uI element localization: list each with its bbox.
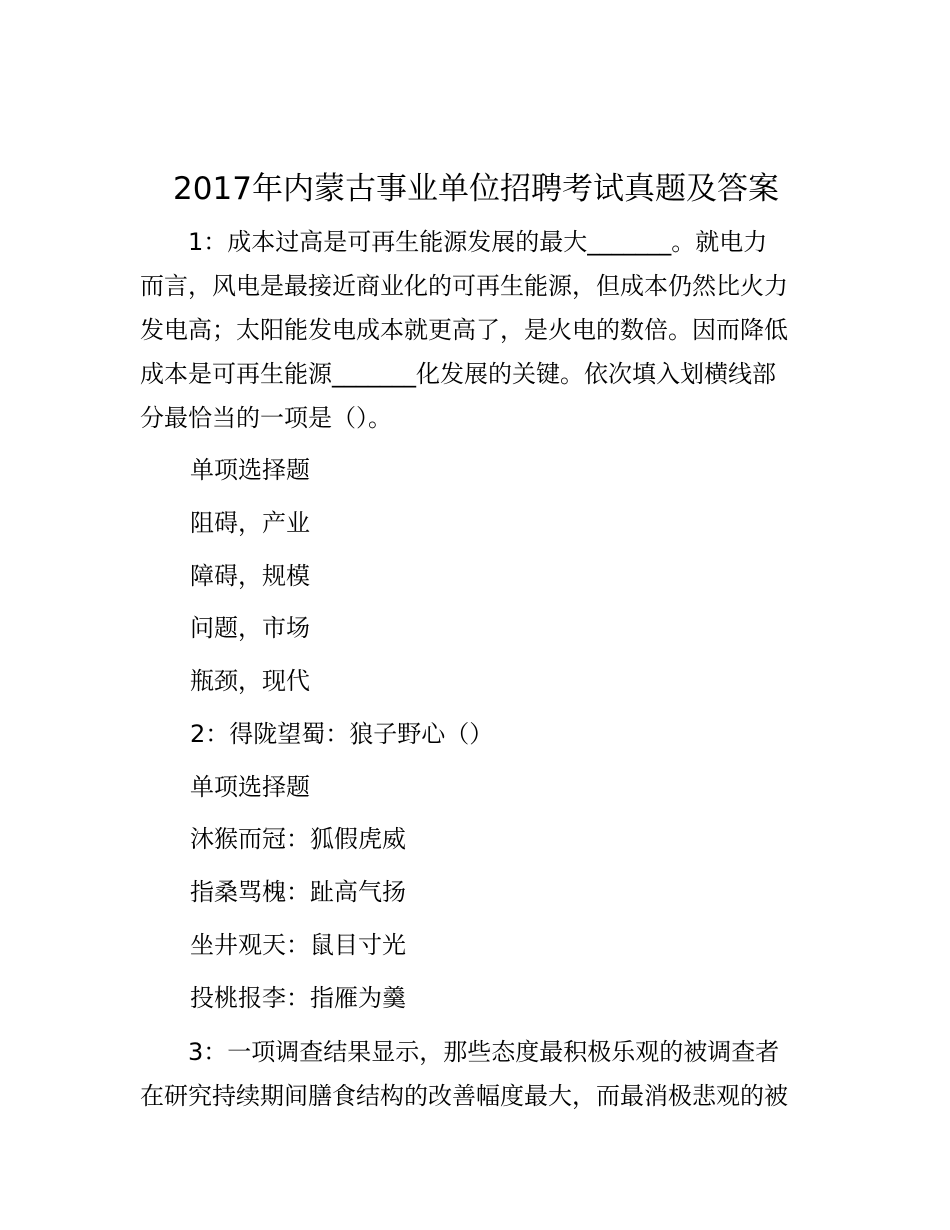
question-3-line: 3：一项调查结果显示，那些态度最积极乐观的被调查者 [188, 1038, 780, 1066]
question-2-stem: 2：得陇望蜀：狼子野心（） [190, 720, 494, 748]
question-2-option-c: 坐井观天：鼠目寸光 [190, 931, 406, 959]
question-1-stem [140, 220, 812, 440]
document-title: 2017年内蒙古事业单位招聘考试真题及答案 [173, 171, 779, 207]
question-3-line: 在研究持续期间膳食结构的改善幅度最大，而最消极悲观的被 [140, 1082, 788, 1110]
question-2-option-a: 沐猴而冠：狐假虎威 [190, 825, 406, 853]
question-3-stem [140, 1030, 812, 1118]
question-1-option-d: 瓶颈，现代 [190, 667, 310, 695]
question-1-line: 成本是可再生能源_______化发展的关键。依次填入划横线部 [140, 360, 776, 388]
question-1-option-c: 问题，市场 [190, 614, 310, 642]
question-1-type: 单项选择题 [190, 456, 310, 484]
question-1-option-a: 阻碍，产业 [190, 509, 310, 537]
question-2-type: 单项选择题 [190, 773, 310, 801]
question-2-option-d: 投桃报李：指雁为羹 [190, 984, 406, 1012]
question-1-line: 分最恰当的一项是（）。 [140, 404, 392, 432]
question-2-option-b: 指桑骂槐：趾高气扬 [190, 878, 406, 906]
question-1-line: 1：成本过高是可再生能源发展的最大_______。就电力 [188, 228, 768, 256]
question-1-option-b: 障碍，规模 [190, 562, 310, 590]
question-1-line: 而言，风电是最接近商业化的可再生能源，但成本仍然比火力 [140, 272, 788, 300]
question-1-line: 发电高；太阳能发电成本就更高了，是火电的数倍。因而降低 [140, 316, 788, 344]
